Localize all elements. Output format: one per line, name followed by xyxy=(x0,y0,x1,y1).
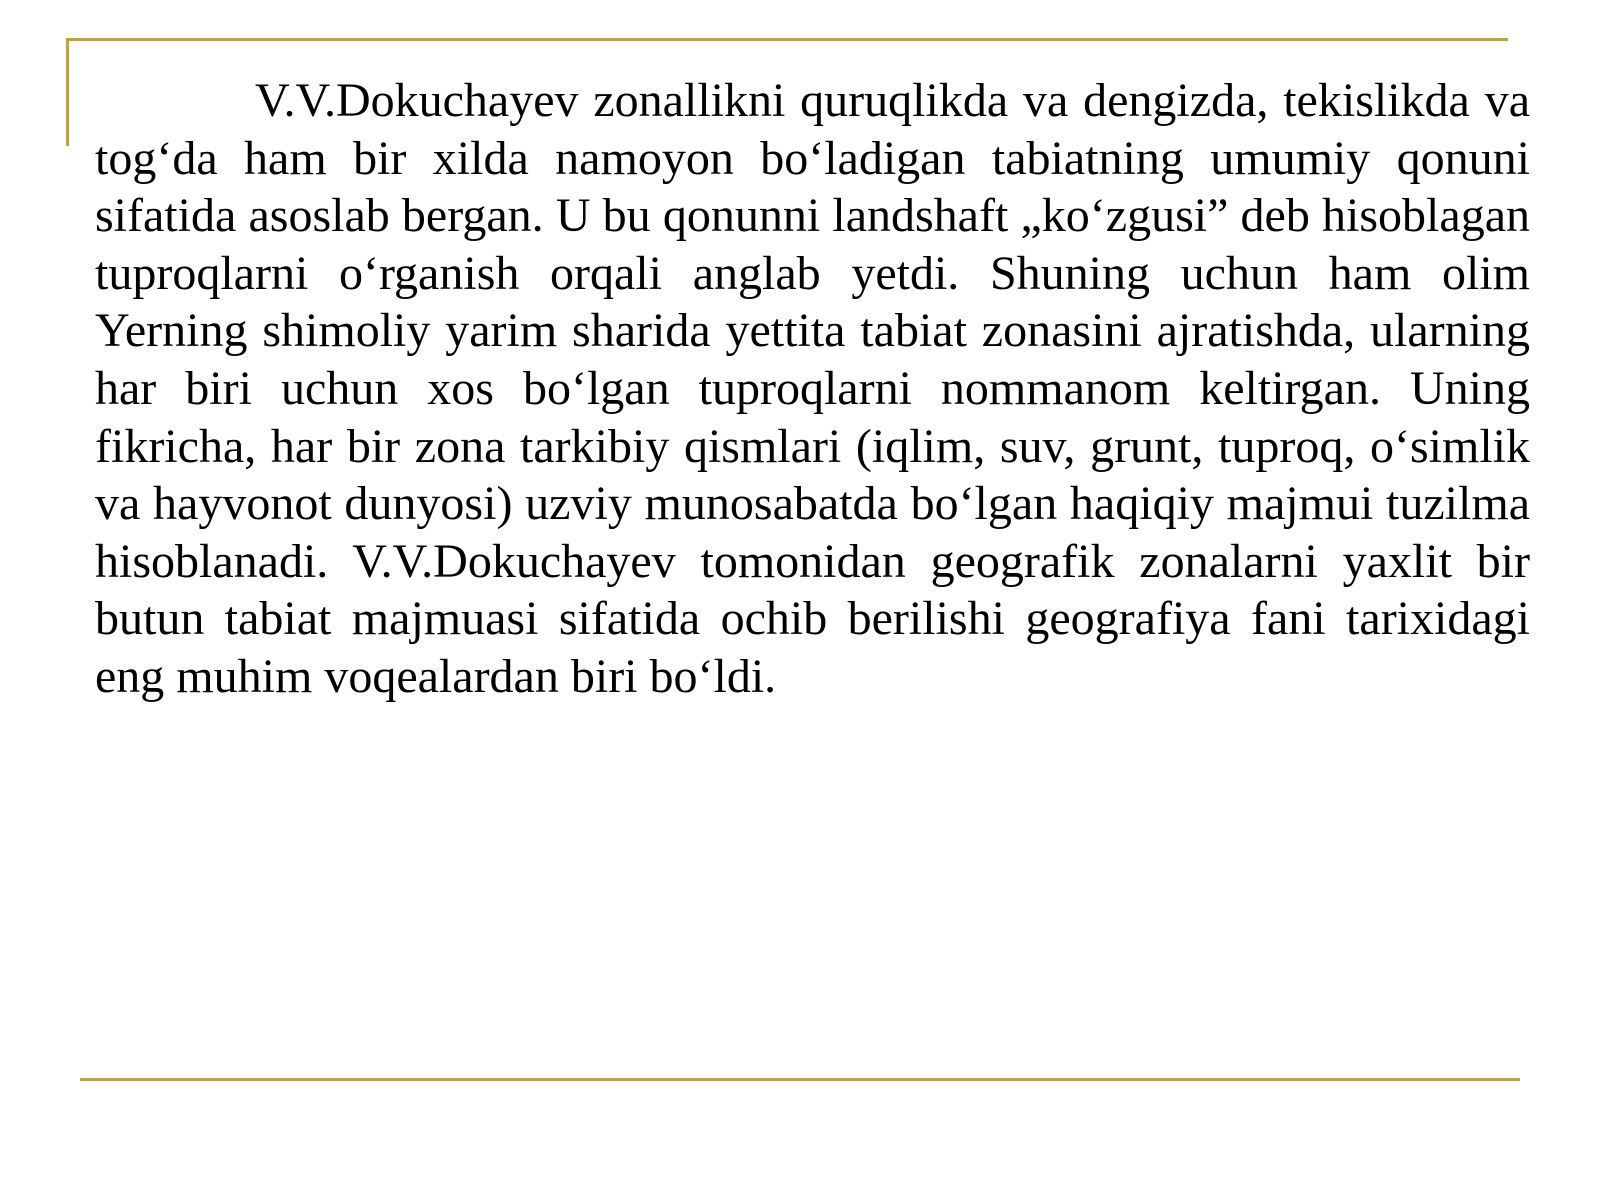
body-paragraph: V.V.Dokuchayev zonallikni quruqlikda va dengizda, tekislikda va tog‘da ham bir xilda namoyon bo‘ladigan tabiatning umumiy qonuni sifatida asoslab bergan. U bu qonunni landshaft „ko‘zgusi” deb hisoblagan tuproqlarni o‘rganish orqali anglab yetdi. Shuning uchun ham olim Yerning shimoliy yarim sharida yettita tabiat zonasini ajratishda, ularning har biri uchun xos bo‘lgan tuproqlarni nommanom keltirgan. Uning fikricha, har bir zona tarkibiy qismlari (iqlim, suv, grunt, tuproq, o‘simlik va hayvonot dunyosi) uzviy munosabatda bo‘lgan haqiqiy majmui tuzilma hisoblanadi. V.V.Dokuchayev tomonidan geografik zonalarni yaxlit bir butun tabiat majmuasi sifatida ochib berilishi geografiya fani tarixidagi eng muhim voqealardan biri bo‘ldi. xyxy=(95,74,1530,703)
top-accent-rule xyxy=(66,38,1508,41)
left-accent-rule xyxy=(66,38,69,146)
bottom-accent-rule xyxy=(80,1078,1520,1081)
